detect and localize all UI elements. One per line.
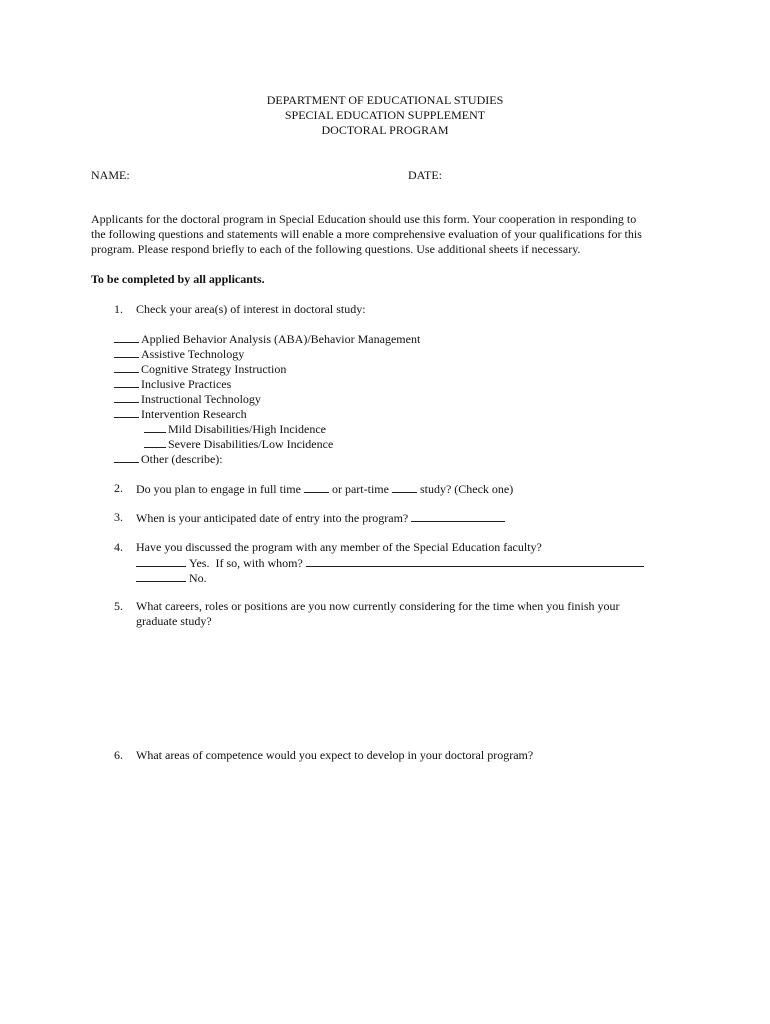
q4-no-label: No.: [189, 571, 207, 585]
date-label: DATE:: [408, 168, 442, 182]
q4-no-row: [136, 570, 207, 586]
q4-yes-row: [136, 555, 644, 571]
q4-yes-label: Yes. If so, with whom?: [189, 556, 303, 570]
q2-row: [136, 481, 513, 497]
no-blank[interactable]: [136, 570, 186, 582]
q1-sub-option-row: [144, 421, 326, 437]
q1-sub-option-row: [144, 436, 333, 452]
intro-line-1: Applicants for the doctoral program in Special Education should use this form. Your cooperation in responding to: [91, 212, 637, 226]
q2-number: 2.: [114, 481, 123, 495]
full-time-blank[interactable]: [304, 481, 329, 493]
q1-option-row: [114, 391, 261, 407]
other-blank[interactable]: [114, 451, 139, 463]
sub-option-label: Severe Disabilities/Low Incidence: [168, 437, 334, 451]
option-blank[interactable]: [114, 406, 139, 418]
q3-text: When is your anticipated date of entry into the program?: [136, 511, 409, 525]
q2-part1: Do you plan to engage in full time: [136, 482, 301, 496]
option-blank[interactable]: [114, 391, 139, 403]
q6-number: 6.: [114, 748, 123, 762]
q2-part3: study? (Check one): [419, 482, 514, 496]
q2-part2: or part-time: [331, 482, 389, 496]
option-label: Inclusive Practices: [141, 377, 232, 391]
section-heading: To be completed by all applicants.: [91, 272, 265, 286]
q1-option-row: [114, 346, 244, 362]
q1-number: 1.: [114, 302, 123, 316]
option-blank[interactable]: [114, 361, 139, 373]
name-label: NAME:: [91, 168, 130, 182]
q1-text: Check your area(s) of interest in doctoral study:: [136, 302, 366, 316]
q5-line-2: graduate study?: [136, 614, 212, 628]
option-label: Applied Behavior Analysis (ABA)/Behavior Management: [141, 332, 421, 346]
entry-date-blank[interactable]: [411, 510, 505, 522]
option-blank[interactable]: [114, 331, 139, 343]
q3-number: 3.: [114, 510, 123, 524]
option-label: Assistive Technology: [141, 347, 245, 361]
header-department: DEPARTMENT OF EDUCATIONAL STUDIES: [266, 93, 504, 107]
q5-line-1: What careers, roles or positions are you now currently considering for the time when you finish your: [136, 599, 620, 613]
q1-option-row: [114, 331, 420, 347]
option-label: Instructional Technology: [141, 392, 261, 406]
header-supplement: SPECIAL EDUCATION SUPPLEMENT: [284, 108, 486, 122]
q1-other-row: [114, 451, 223, 467]
q4-number: 4.: [114, 540, 123, 554]
sub-option-blank[interactable]: [144, 421, 166, 433]
q1-option-row: [114, 376, 231, 392]
intro-line-3: program. Please respond briefly to each of the following questions. Use additional sheets if necessary.: [91, 242, 581, 256]
part-time-blank[interactable]: [392, 481, 417, 493]
option-blank[interactable]: [114, 376, 139, 388]
q1-option-row: [114, 361, 286, 377]
option-label: Cognitive Strategy Instruction: [141, 362, 287, 376]
q3-row: [136, 510, 505, 526]
q1-option-row: [114, 406, 247, 422]
intro-line-2: the following questions and statements will enable a more comprehensive evaluation of your qualifications for this: [91, 227, 642, 241]
q6-text: What areas of competence would you expect to develop in your doctoral program?: [136, 748, 534, 762]
faculty-name-blank[interactable]: [306, 555, 644, 567]
option-blank[interactable]: [114, 346, 139, 358]
yes-blank[interactable]: [136, 555, 186, 567]
option-label: Intervention Research: [141, 407, 247, 421]
header-program: DOCTORAL PROGRAM: [321, 123, 449, 137]
sub-option-label: Mild Disabilities/High Incidence: [168, 422, 326, 436]
other-label: Other (describe):: [141, 452, 223, 466]
q5-number: 5.: [114, 599, 123, 613]
sub-option-blank[interactable]: [144, 436, 166, 448]
q4-text: Have you discussed the program with any member of the Special Education faculty?: [136, 540, 542, 554]
